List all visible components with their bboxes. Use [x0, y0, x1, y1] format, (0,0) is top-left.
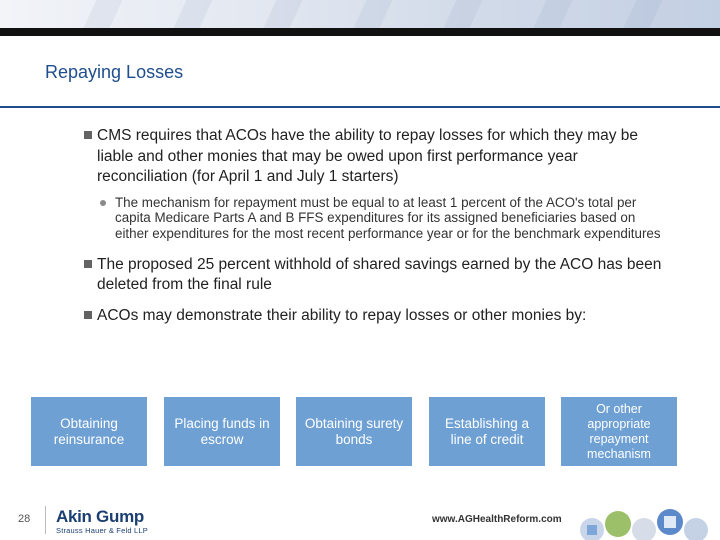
square-bullet-icon [84, 311, 92, 319]
option-box-escrow: Placing funds in escrow [164, 397, 280, 466]
bullet-list [84, 126, 664, 336]
bullet-text: CMS requires that ACOs have the ability to repay losses for which they may be liable and other monies that may be owed upon first performance year reconciliation (for April 1 and July 1 starters) [97, 127, 639, 185]
square-bullet-icon [84, 260, 92, 268]
slide-title: Repaying Losses [45, 62, 184, 82]
footer-url: www.AGHealthReform.com [432, 514, 562, 525]
sub-bullet-text: The mechanism for repayment must be equal to at least 1 percent of the ACO's total per capita Medicare Parts A and B FFS expenditures for its assigned beneficiaries based on either expenditures for the most recent performance year or for the benchmark expenditures [115, 194, 661, 242]
bullet-text: ACOs may demonstrate their ability to repay losses or other monies by: [97, 306, 587, 324]
bullet-item [84, 255, 664, 296]
repayment-options [0, 397, 720, 467]
sub-bullet-item [84, 195, 664, 242]
bullet-item [84, 306, 664, 327]
health-icons-art [578, 500, 720, 540]
option-box-reinsurance: Obtaining reinsurance [31, 397, 147, 466]
bullet-item [84, 126, 664, 188]
option-box-other-mechanism: Or other appropriate repayment mechanism [561, 397, 677, 466]
option-box-line-of-credit: Establishing a line of credit [429, 397, 545, 466]
logo-main-text: Akin Gump [56, 507, 144, 526]
header-bar [0, 28, 720, 36]
footer-divider [45, 506, 46, 534]
logo-sub-text: Strauss Hauer & Feld LLP [56, 526, 148, 535]
bullet-text: The proposed 25 percent withhold of shared savings earned by the ACO has been deleted from the final rule [97, 255, 662, 294]
title-divider [0, 106, 720, 108]
square-bullet-icon [84, 131, 92, 139]
dot-bullet-icon [100, 200, 106, 206]
firm-logo [56, 508, 148, 535]
header-banner [0, 0, 720, 28]
page-number: 28 [18, 513, 31, 525]
option-box-surety-bonds: Obtaining surety bonds [296, 397, 412, 466]
